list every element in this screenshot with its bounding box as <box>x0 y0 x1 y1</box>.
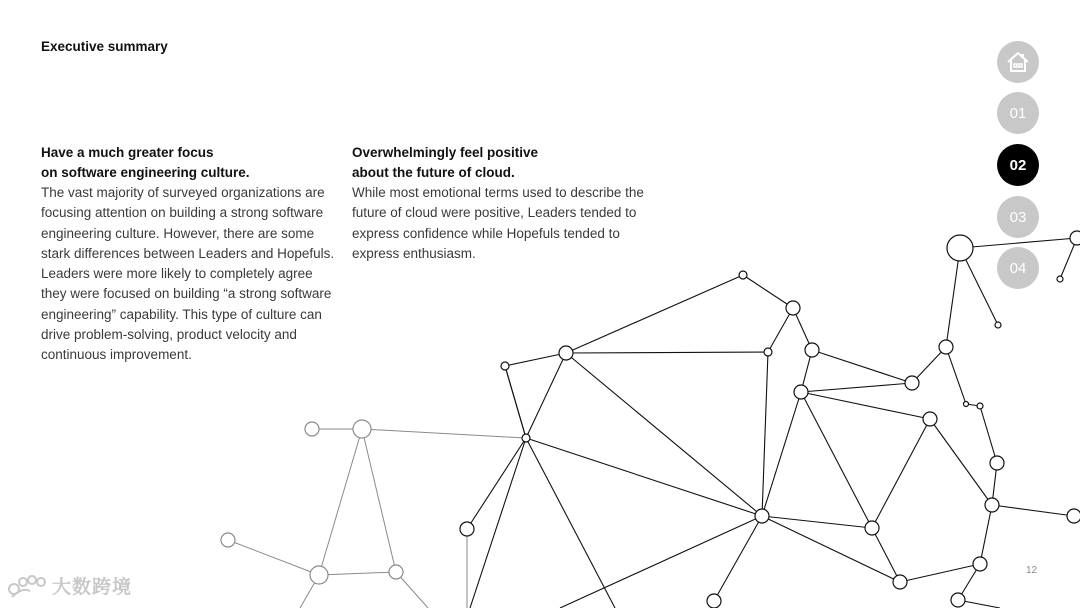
column-heading <box>352 143 652 183</box>
network-node <box>559 346 573 360</box>
network-edge <box>872 419 930 528</box>
watermark-text: 大数跨境 <box>52 577 133 598</box>
network-edge <box>946 248 960 347</box>
network-node <box>1057 276 1063 282</box>
column-heading-line-1: Overwhelmingly feel positive <box>352 145 539 160</box>
network-node <box>764 348 772 356</box>
network-edge <box>762 392 801 516</box>
network-edge <box>900 564 980 582</box>
nav-home-button[interactable] <box>997 41 1039 83</box>
network-node <box>939 340 953 354</box>
network-node <box>985 498 999 512</box>
network-edge <box>812 350 912 383</box>
network-edge <box>714 516 762 601</box>
network-edge <box>566 275 743 353</box>
network-edge <box>319 429 362 575</box>
column-heading-line-2: about the future of cloud. <box>352 165 515 180</box>
nav-item-01[interactable]: 01 <box>997 92 1039 134</box>
column-heading-line-2: on software engineering culture. <box>41 165 250 180</box>
network-edge <box>872 528 900 582</box>
network-node <box>865 521 879 535</box>
nav-item-04[interactable]: 04 <box>997 247 1039 289</box>
network-node <box>305 422 319 436</box>
network-node <box>389 565 403 579</box>
network-edge <box>946 347 966 404</box>
network-node <box>794 385 808 399</box>
network-edge <box>801 392 930 419</box>
network-edge <box>505 366 526 438</box>
network-node <box>739 271 747 279</box>
network-edge <box>470 438 526 608</box>
network-edge <box>467 438 526 529</box>
column-future-of-cloud <box>352 143 652 264</box>
network-node <box>1067 509 1080 523</box>
network-node <box>995 322 1001 328</box>
network-node <box>805 343 819 357</box>
column-body: While most emotional terms used to describe the future of cloud were positive, Leaders tended to express confidence while Hopefuls tended to express enthusiasm. <box>352 185 644 261</box>
network-edge <box>743 275 793 308</box>
column-software-culture <box>41 143 337 366</box>
network-edge <box>762 352 768 516</box>
network-edge <box>992 505 1074 516</box>
network-node <box>990 456 1004 470</box>
network-node <box>964 402 969 407</box>
page-number: 12 <box>1026 565 1038 576</box>
network-edge <box>980 505 992 564</box>
house-icon <box>1005 49 1031 75</box>
network-node <box>786 301 800 315</box>
logo-icon <box>8 573 48 599</box>
network-node <box>707 594 721 608</box>
network-node <box>522 434 530 442</box>
column-body: The vast majority of surveyed organizations are focusing attention on building a strong software engineering culture. However, there are some stark differences between Leaders and Hopefuls. Leaders were more likely to completely agree they were focused on building “a strong software engineering” capability. This type of culture can drive problem-solving, product velocity and continuous improvement. <box>41 185 335 363</box>
network-edge <box>762 516 872 528</box>
network-edge <box>801 383 912 392</box>
network-edge <box>362 429 526 438</box>
network-node <box>221 533 235 547</box>
network-node <box>977 403 983 409</box>
network-node <box>923 412 937 426</box>
page-title: Executive summary <box>41 39 168 54</box>
network-edge <box>980 406 997 463</box>
network-edge <box>362 429 396 572</box>
network-node <box>310 566 328 584</box>
network-edge <box>505 353 566 366</box>
column-heading-line-1: Have a much greater focus <box>41 145 214 160</box>
network-edge <box>319 572 396 575</box>
network-edge <box>566 353 762 516</box>
network-edge <box>526 353 566 438</box>
network-node <box>893 575 907 589</box>
nav-item-02[interactable]: 02 <box>997 144 1039 186</box>
network-node <box>755 509 769 523</box>
network-node <box>951 593 965 607</box>
network-edge <box>228 540 319 575</box>
network-node <box>973 557 987 571</box>
network-node <box>501 362 509 370</box>
nav-item-03[interactable]: 03 <box>997 196 1039 238</box>
network-node <box>1070 231 1080 245</box>
network-node <box>947 235 973 261</box>
network-edge <box>801 392 872 528</box>
network-node <box>905 376 919 390</box>
column-heading <box>41 143 337 183</box>
network-node <box>353 420 371 438</box>
watermark <box>8 572 132 599</box>
network-edge <box>526 438 762 516</box>
network-node <box>460 522 474 536</box>
network-edge <box>566 352 768 353</box>
network-edge <box>930 419 992 505</box>
